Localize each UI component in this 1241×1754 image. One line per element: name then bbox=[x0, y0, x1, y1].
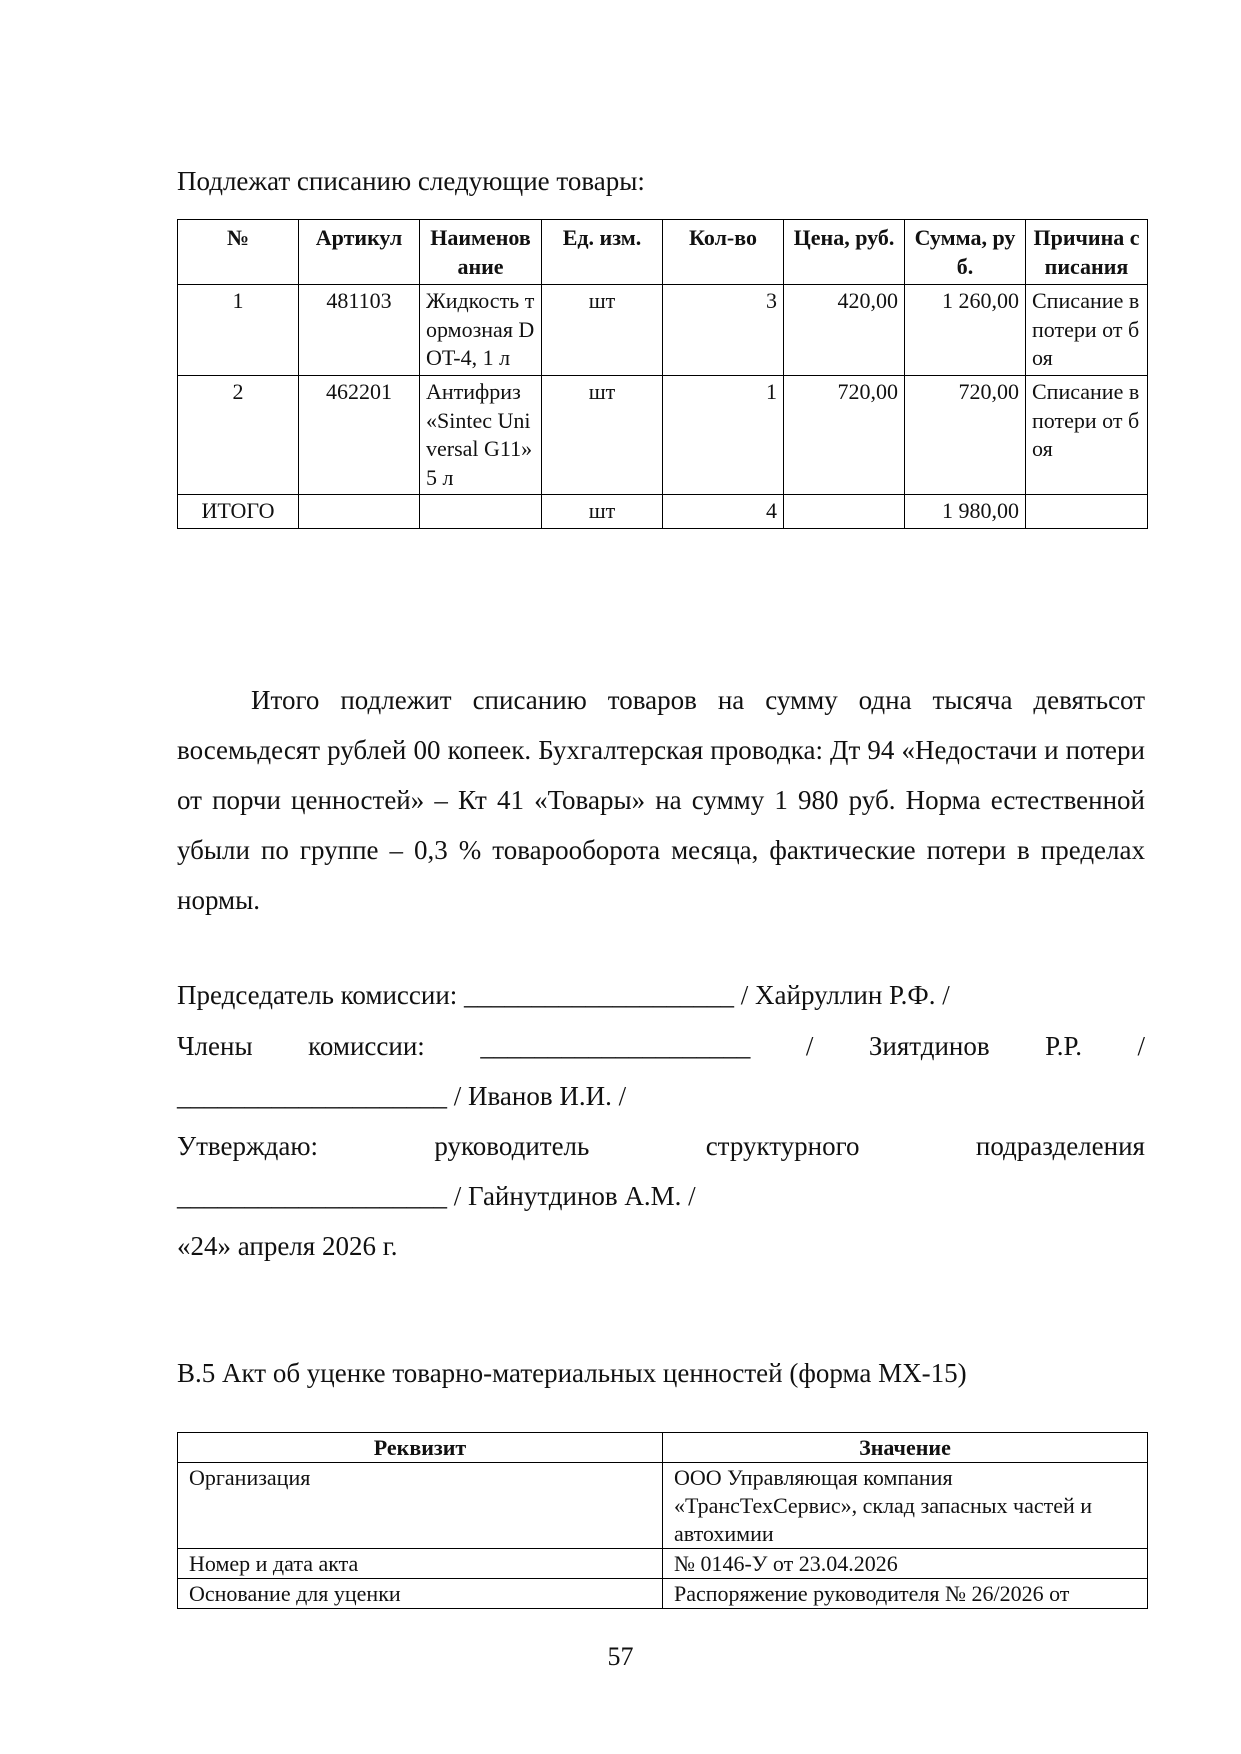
approval-word: подразделения bbox=[975, 1131, 1145, 1161]
header-cell: Наименование bbox=[420, 220, 542, 285]
approval-word: Утверждаю: bbox=[177, 1131, 319, 1161]
header-cell: Значение bbox=[663, 1433, 1148, 1463]
table-cell: Организация bbox=[178, 1463, 663, 1549]
header-cell: Реквизит bbox=[178, 1433, 663, 1463]
approval-word: руководитель bbox=[434, 1131, 590, 1161]
table-cell: 481103 bbox=[299, 285, 420, 376]
write-off-summary-paragraph: Итого подлежит списанию товаров на сумму одна тысяча девятьсот восемьдесят рублей 00 копеек. Бухгалтерская проводка: Дт 94 «Недостачи и потери от порчи ценностей» – Кт 41 «Товары» на сумму 1 980 руб. Норма естественной убыли по группе – 0,3 % товарооборота месяца, фактические потери в пределах нормы. bbox=[177, 685, 1145, 915]
approval-word: структурного bbox=[705, 1131, 860, 1161]
table-row bbox=[178, 285, 1148, 376]
write-off-table bbox=[177, 219, 1148, 529]
table-cell: 462201 bbox=[299, 375, 420, 494]
table-cell bbox=[299, 495, 420, 529]
header-cell: Сумма, руб. bbox=[905, 220, 1026, 285]
chairman-signature-line: Председатель комиссии: ____________________ / Хайруллин Р.Ф. / bbox=[177, 980, 950, 1010]
section-heading: В.5 Акт об уценке товарно-материальных ценностей (форма МХ-15) bbox=[177, 1358, 967, 1388]
members-label-word: Члены bbox=[177, 1031, 253, 1061]
table-cell: 720,00 bbox=[905, 375, 1026, 494]
table-cell: ООО Управляющая компания «ТрансТехСервис», склад запасных частей и автохимии bbox=[663, 1463, 1148, 1549]
header-cell: № bbox=[178, 220, 299, 285]
table-total-row bbox=[178, 495, 1148, 529]
table-header-row bbox=[178, 1433, 1148, 1463]
header-cell: Причина списания bbox=[1026, 220, 1148, 285]
table-row bbox=[178, 1579, 1148, 1609]
approver-signature-line: ____________________ / Гайнутдинов А.М. / bbox=[177, 1181, 696, 1211]
table-cell: 4 bbox=[663, 495, 784, 529]
table-cell bbox=[784, 495, 905, 529]
table-cell: 1 260,00 bbox=[905, 285, 1026, 376]
table-cell: Списание в потери от боя bbox=[1026, 375, 1148, 494]
table-cell: Основание для уценки bbox=[178, 1579, 663, 1609]
table-cell: шт bbox=[542, 285, 663, 376]
table-cell: Жидкость тормозная DOT-4, 1 л bbox=[420, 285, 542, 376]
table-cell: 1 bbox=[663, 375, 784, 494]
table-cell: шт bbox=[542, 495, 663, 529]
header-cell: Артикул bbox=[299, 220, 420, 285]
member-two-signature-line: ____________________ / Иванов И.И. / bbox=[177, 1081, 627, 1111]
table-cell: 720,00 bbox=[784, 375, 905, 494]
table-cell: Распоряжение руководителя № 26/2026 от bbox=[663, 1579, 1148, 1609]
table-row bbox=[178, 375, 1148, 494]
table-cell: 1 bbox=[178, 285, 299, 376]
document-date: «24» апреля 2026 г. bbox=[177, 1231, 398, 1261]
table-cell: Номер и дата акта bbox=[178, 1549, 663, 1579]
table-cell: Антифриз «Sintec Universal G11» 5 л bbox=[420, 375, 542, 494]
approval-line bbox=[177, 1130, 1145, 1162]
page-number: 57 bbox=[607, 1642, 634, 1671]
header-cell: Ед. изм. bbox=[542, 220, 663, 285]
table-header-row bbox=[178, 220, 1148, 285]
member-name-word: Р.Р. bbox=[1045, 1031, 1082, 1061]
table-cell: шт bbox=[542, 375, 663, 494]
table-cell: 3 bbox=[663, 285, 784, 376]
member-name-word: Зиятдинов bbox=[868, 1031, 990, 1061]
table-cell: 2 bbox=[178, 375, 299, 494]
table-cell bbox=[1026, 495, 1148, 529]
slash: / bbox=[1137, 1031, 1145, 1061]
table-cell: ИТОГО bbox=[178, 495, 299, 529]
slash: / bbox=[805, 1031, 814, 1061]
table-cell: 420,00 bbox=[784, 285, 905, 376]
members-signature-line bbox=[177, 1030, 1145, 1062]
members-label-word: комиссии: bbox=[308, 1031, 425, 1061]
table-cell: Списание в потери от боя bbox=[1026, 285, 1148, 376]
table-row bbox=[178, 1549, 1148, 1579]
table-cell: 1 980,00 bbox=[905, 495, 1026, 529]
intro-text: Подлежат списанию следующие товары: bbox=[177, 166, 645, 196]
signature-blank: ____________________ bbox=[480, 1031, 751, 1061]
requisites-table bbox=[177, 1432, 1148, 1609]
header-cell: Цена, руб. bbox=[784, 220, 905, 285]
table-row bbox=[178, 1463, 1148, 1549]
table-cell: № 0146-У от 23.04.2026 bbox=[663, 1549, 1148, 1579]
table-cell bbox=[420, 495, 542, 529]
header-cell: Кол-во bbox=[663, 220, 784, 285]
